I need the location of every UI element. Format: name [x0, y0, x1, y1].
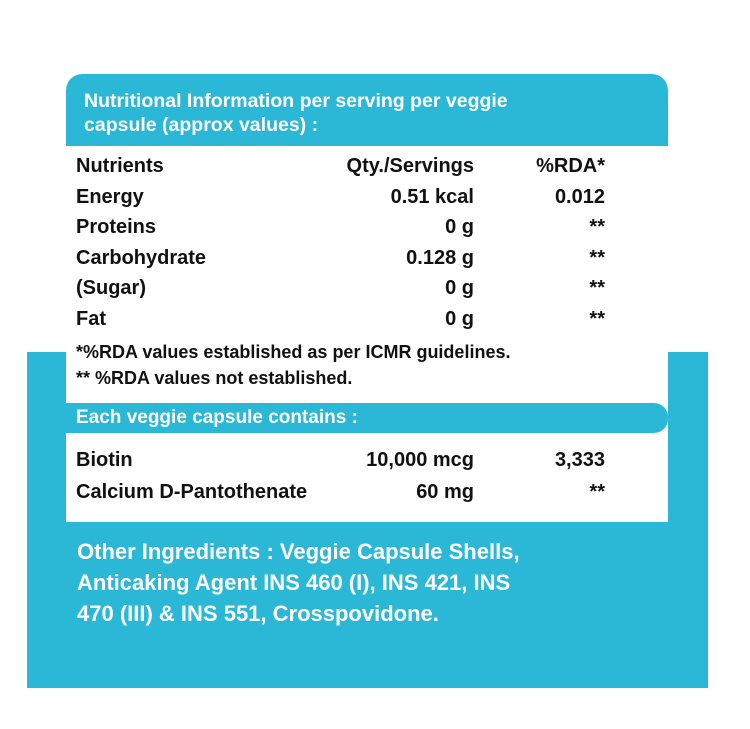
nutrient-name: Fat: [76, 307, 106, 330]
header-line-1: Nutritional Information per serving per veggie: [84, 90, 508, 112]
nutrient-qty: 0 g: [445, 277, 474, 299]
nutrient-qty: 0 g: [445, 307, 474, 330]
rda-notes: [66, 335, 668, 391]
nutrient-qty: 0.128 g: [406, 246, 474, 269]
table-row: [66, 274, 668, 305]
ingredient-name: Calcium D-Pantothenate: [76, 481, 308, 503]
nutrient-rda: **: [589, 216, 605, 238]
col-header-rda: %RDA*: [536, 155, 605, 177]
table-row: [66, 244, 668, 275]
col-header-nutrients: Nutrients: [76, 155, 164, 177]
other-ingredients-line-2: Anticaking Agent INS 460 (I), INS 421, INS: [77, 570, 511, 595]
nutrition-panel: [66, 74, 668, 522]
nutrient-rda: **: [589, 307, 605, 330]
table-row: [66, 213, 668, 244]
other-ingredients: [77, 536, 677, 629]
table-row: [66, 305, 668, 336]
other-ingredients-line-1: Other Ingredients : Veggie Capsule Shells,: [77, 539, 520, 564]
rda-note-2: ** %RDA values not established.: [76, 368, 353, 388]
ingredient-qty: 10,000 mcg: [366, 449, 474, 471]
ingredient-qty: 60 mg: [416, 481, 474, 503]
table-row: [66, 478, 668, 510]
nutrient-qty: 0 g: [445, 216, 474, 238]
capsule-table: [66, 433, 668, 510]
header-line-2: capsule (approx values) :: [84, 114, 319, 136]
nutrition-header: [66, 74, 668, 146]
nutrient-name: (Sugar): [76, 277, 146, 299]
nutrient-rda: **: [589, 246, 605, 269]
nutrition-table: [66, 146, 668, 335]
ingredient-name: Biotin: [76, 449, 133, 471]
table-row: [66, 446, 668, 478]
nutrient-rda: **: [589, 277, 605, 299]
ingredient-rda: 3,333: [554, 449, 605, 471]
nutrient-qty: 0.51 kcal: [390, 185, 474, 208]
capsule-contents-header: Each veggie capsule contains :: [66, 403, 668, 433]
nutrient-rda: 0.012: [554, 185, 605, 208]
nutrient-name: Energy: [76, 185, 144, 208]
table-row: [66, 183, 668, 214]
col-header-qty: Qty./Servings: [346, 155, 474, 177]
table-header-row: [66, 152, 668, 183]
other-ingredients-line-3: 470 (III) & INS 551, Crosspovidone.: [77, 601, 439, 626]
nutrient-name: Carbohydrate: [76, 246, 207, 269]
ingredient-rda: **: [589, 481, 605, 503]
rda-note-1: *%RDA values established as per ICMR guidelines.: [76, 342, 511, 362]
nutrient-name: Proteins: [76, 216, 157, 238]
